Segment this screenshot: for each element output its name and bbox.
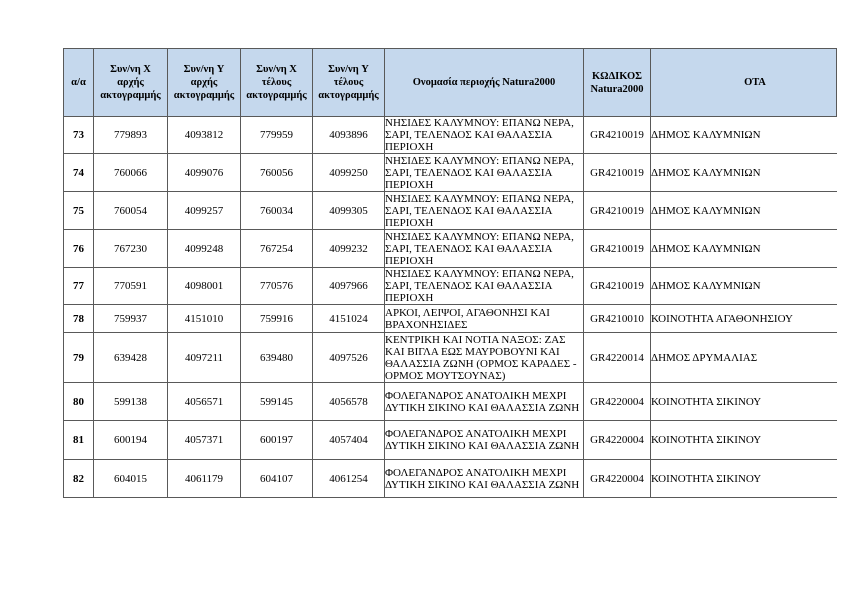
cell-row-number: 77 <box>64 268 94 305</box>
cell-area-name: ΦΟΛΕΓΑΝΔΡΟΣ ΑΝΑΤΟΛΙΚΗ ΜΕΧΡΙ ΔΥΤΙΚΗ ΣΙΚΙΝΟ ΚΑΙ ΘΑΛΑΣΣΙΑ ΖΩΝΗ <box>385 383 584 421</box>
cell-ota: ΔΗΜΟΣ ΚΑΛΥΜΝΙΩΝ <box>651 268 837 305</box>
cell-x-end: 760056 <box>241 154 313 192</box>
cell-y-end: 4097526 <box>313 333 385 383</box>
table-row <box>64 333 837 383</box>
cell-y-end: 4093896 <box>313 117 385 154</box>
header-x-start: Συν/νη X αρχής ακτογραμμής <box>94 49 168 117</box>
cell-ota: ΔΗΜΟΣ ΚΑΛΥΜΝΙΩΝ <box>651 230 837 268</box>
cell-row-number: 74 <box>64 154 94 192</box>
cell-x-start: 604015 <box>94 460 168 498</box>
table-row <box>64 268 837 305</box>
cell-x-end: 760034 <box>241 192 313 230</box>
cell-natura-code: GR4220004 <box>584 383 651 421</box>
cell-natura-code: GR4210010 <box>584 305 651 333</box>
cell-y-start: 4097211 <box>168 333 241 383</box>
cell-y-start: 4057371 <box>168 421 241 460</box>
cell-row-number: 80 <box>64 383 94 421</box>
cell-ota: ΚΟΙΝΟΤΗΤΑ ΣΙΚΙΝΟΥ <box>651 383 837 421</box>
table-row <box>64 192 837 230</box>
cell-x-end: 767254 <box>241 230 313 268</box>
cell-natura-code: GR4220014 <box>584 333 651 383</box>
cell-y-start: 4151010 <box>168 305 241 333</box>
cell-natura-code: GR4220004 <box>584 460 651 498</box>
cell-x-start: 600194 <box>94 421 168 460</box>
cell-row-number: 81 <box>64 421 94 460</box>
header-ota: ΟΤΑ <box>651 49 837 117</box>
cell-y-end: 4099250 <box>313 154 385 192</box>
cell-row-number: 76 <box>64 230 94 268</box>
cell-x-end: 600197 <box>241 421 313 460</box>
table-row <box>64 383 837 421</box>
cell-x-start: 767230 <box>94 230 168 268</box>
cell-natura-code: GR4220004 <box>584 421 651 460</box>
table-row <box>64 230 837 268</box>
cell-y-start: 4099257 <box>168 192 241 230</box>
cell-area-name: ΝΗΣΙΔΕΣ ΚΑΛΥΜΝΟΥ: ΕΠΑΝΩ ΝΕΡΑ, ΣΑΡΙ, ΤΕΛΕΝΔΟΣ ΚΑΙ ΘΑΛΑΣΣΙΑ ΠΕΡΙΟΧΗ <box>385 268 584 305</box>
cell-row-number: 78 <box>64 305 94 333</box>
table-row <box>64 117 837 154</box>
cell-area-name: ΝΗΣΙΔΕΣ ΚΑΛΥΜΝΟΥ: ΕΠΑΝΩ ΝΕΡΑ, ΣΑΡΙ, ΤΕΛΕΝΔΟΣ ΚΑΙ ΘΑΛΑΣΣΙΑ ΠΕΡΙΟΧΗ <box>385 230 584 268</box>
cell-x-start: 759937 <box>94 305 168 333</box>
cell-x-start: 639428 <box>94 333 168 383</box>
table-row <box>64 460 837 498</box>
cell-area-name: ΑΡΚΟΙ, ΛΕΙΨΟΙ, ΑΓΑΘΟΝΗΣΙ ΚΑΙ ΒΡΑΧΟΝΗΣΙΔΕΣ <box>385 305 584 333</box>
cell-y-start: 4093812 <box>168 117 241 154</box>
cell-natura-code: GR4210019 <box>584 117 651 154</box>
table-row <box>64 421 837 460</box>
natura2000-table <box>63 48 837 498</box>
cell-x-end: 770576 <box>241 268 313 305</box>
cell-ota: ΔΗΜΟΣ ΚΑΛΥΜΝΙΩΝ <box>651 154 837 192</box>
cell-row-number: 82 <box>64 460 94 498</box>
cell-y-start: 4098001 <box>168 268 241 305</box>
cell-row-number: 73 <box>64 117 94 154</box>
cell-ota: ΔΗΜΟΣ ΚΑΛΥΜΝΙΩΝ <box>651 192 837 230</box>
cell-natura-code: GR4210019 <box>584 230 651 268</box>
cell-x-start: 599138 <box>94 383 168 421</box>
cell-y-end: 4151024 <box>313 305 385 333</box>
cell-area-name: ΦΟΛΕΓΑΝΔΡΟΣ ΑΝΑΤΟΛΙΚΗ ΜΕΧΡΙ ΔΥΤΙΚΗ ΣΙΚΙΝΟ ΚΑΙ ΘΑΛΑΣΣΙΑ ΖΩΝΗ <box>385 421 584 460</box>
header-row-number: α/α <box>64 49 94 117</box>
cell-area-name: ΝΗΣΙΔΕΣ ΚΑΛΥΜΝΟΥ: ΕΠΑΝΩ ΝΕΡΑ, ΣΑΡΙ, ΤΕΛΕΝΔΟΣ ΚΑΙ ΘΑΛΑΣΣΙΑ ΠΕΡΙΟΧΗ <box>385 117 584 154</box>
cell-y-start: 4099076 <box>168 154 241 192</box>
cell-y-end: 4057404 <box>313 421 385 460</box>
table-row <box>64 305 837 333</box>
cell-area-name: ΝΗΣΙΔΕΣ ΚΑΛΥΜΝΟΥ: ΕΠΑΝΩ ΝΕΡΑ, ΣΑΡΙ, ΤΕΛΕΝΔΟΣ ΚΑΙ ΘΑΛΑΣΣΙΑ ΠΕΡΙΟΧΗ <box>385 192 584 230</box>
cell-x-end: 759916 <box>241 305 313 333</box>
cell-ota: ΚΟΙΝΟΤΗΤΑ ΣΙΚΙΝΟΥ <box>651 460 837 498</box>
cell-y-end: 4099305 <box>313 192 385 230</box>
cell-natura-code: GR4210019 <box>584 192 651 230</box>
cell-x-start: 779893 <box>94 117 168 154</box>
cell-x-end: 779959 <box>241 117 313 154</box>
cell-natura-code: GR4210019 <box>584 268 651 305</box>
cell-row-number: 75 <box>64 192 94 230</box>
header-y-start: Συν/νη Y αρχής ακτογραμμής <box>168 49 241 117</box>
cell-y-start: 4056571 <box>168 383 241 421</box>
header-x-end: Συν/νη X τέλους ακτογραμμής <box>241 49 313 117</box>
cell-ota: ΔΗΜΟΣ ΚΑΛΥΜΝΙΩΝ <box>651 117 837 154</box>
cell-y-end: 4056578 <box>313 383 385 421</box>
cell-natura-code: GR4210019 <box>584 154 651 192</box>
cell-y-start: 4061179 <box>168 460 241 498</box>
table-header-row <box>64 49 837 117</box>
cell-area-name: ΝΗΣΙΔΕΣ ΚΑΛΥΜΝΟΥ: ΕΠΑΝΩ ΝΕΡΑ, ΣΑΡΙ, ΤΕΛΕΝΔΟΣ ΚΑΙ ΘΑΛΑΣΣΙΑ ΠΕΡΙΟΧΗ <box>385 154 584 192</box>
cell-x-start: 760066 <box>94 154 168 192</box>
cell-y-start: 4099248 <box>168 230 241 268</box>
header-natura-code: ΚΩΔΙΚΟΣ Natura2000 <box>584 49 651 117</box>
cell-x-end: 599145 <box>241 383 313 421</box>
cell-row-number: 79 <box>64 333 94 383</box>
cell-x-start: 770591 <box>94 268 168 305</box>
cell-x-end: 639480 <box>241 333 313 383</box>
cell-y-end: 4097966 <box>313 268 385 305</box>
cell-ota: ΚΟΙΝΟΤΗΤΑ ΣΙΚΙΝΟΥ <box>651 421 837 460</box>
table-row <box>64 154 837 192</box>
header-y-end: Συν/νη Y τέλους ακτογραμμής <box>313 49 385 117</box>
cell-area-name: ΚΕΝΤΡΙΚΗ ΚΑΙ ΝΟΤΙΑ ΝΑΞΟΣ: ΖΑΣ ΚΑΙ ΒΙΓΛΑ ΕΩΣ ΜΑΥΡΟΒΟΥΝΙ ΚΑΙ ΘΑΛΑΣΣΙΑ ΖΩΝΗ (ΟΡΜΟΣ ΚΑΡΑΔΕΣ - ΟΡΜΟΣ ΜΟΥΤΣΟΥΝΑΣ) <box>385 333 584 383</box>
cell-x-end: 604107 <box>241 460 313 498</box>
cell-y-end: 4099232 <box>313 230 385 268</box>
cell-x-start: 760054 <box>94 192 168 230</box>
header-area-name: Ονομασία περιοχής Natura2000 <box>385 49 584 117</box>
cell-y-end: 4061254 <box>313 460 385 498</box>
cell-ota: ΚΟΙΝΟΤΗΤΑ ΑΓΑΘΟΝΗΣΙΟΥ <box>651 305 837 333</box>
cell-ota: ΔΗΜΟΣ ΔΡΥΜΑΛΙΑΣ <box>651 333 837 383</box>
cell-area-name: ΦΟΛΕΓΑΝΔΡΟΣ ΑΝΑΤΟΛΙΚΗ ΜΕΧΡΙ ΔΥΤΙΚΗ ΣΙΚΙΝΟ ΚΑΙ ΘΑΛΑΣΣΙΑ ΖΩΝΗ <box>385 460 584 498</box>
